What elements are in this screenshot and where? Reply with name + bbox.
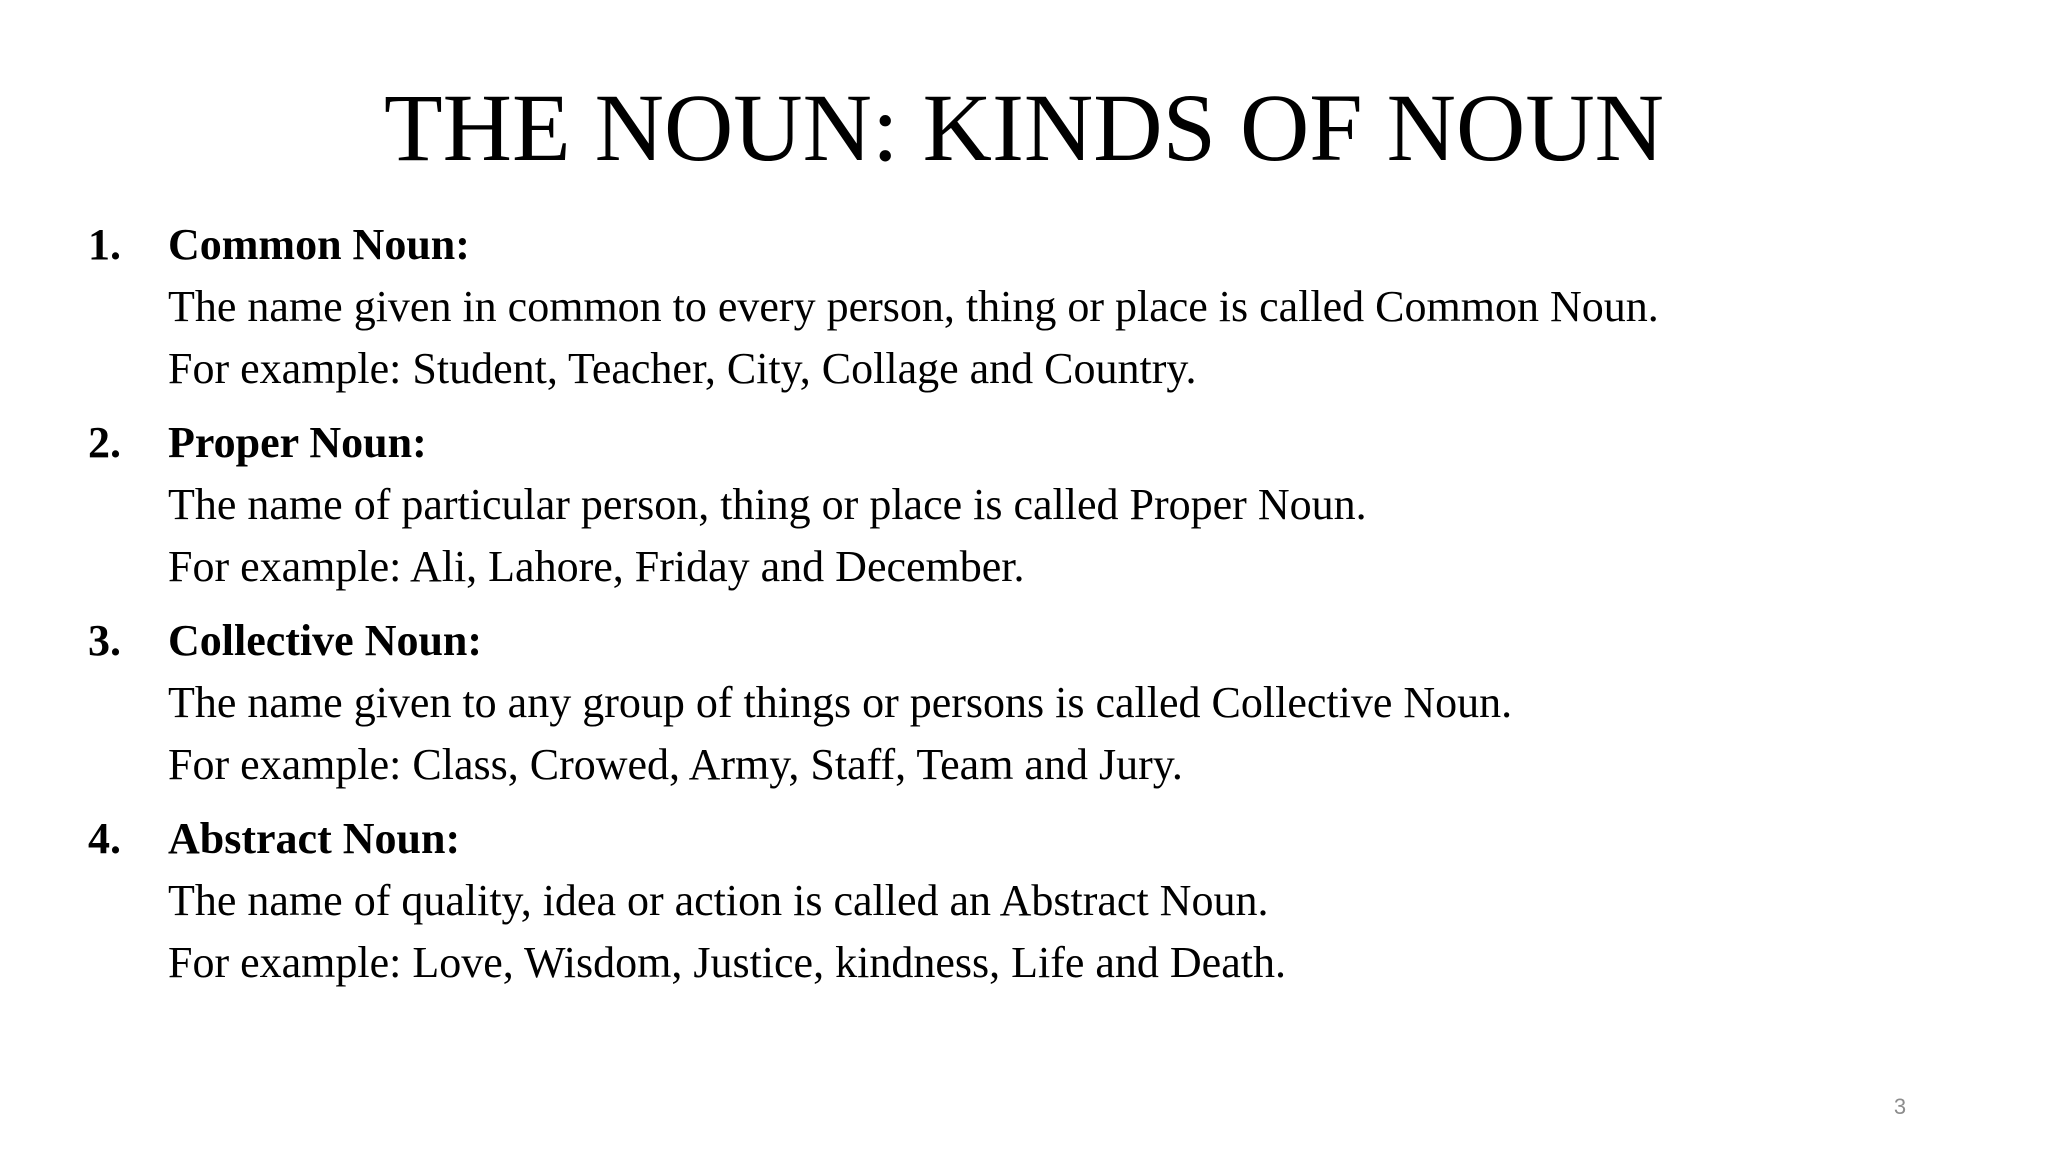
item-example: For example: Class, Crowed, Army, Staff, Team and Jury.: [168, 740, 1183, 789]
item-definition: The name given in common to every person, thing or place is called Common Noun.: [168, 282, 1659, 331]
item-number: 1.: [88, 220, 121, 269]
item-number: 3.: [88, 616, 121, 665]
item-example: For example: Student, Teacher, City, Collage and Country.: [168, 344, 1197, 393]
item-number: 2.: [88, 418, 121, 467]
item-definition: The name given to any group of things or persons is called Collective Noun.: [168, 678, 1513, 727]
item-heading: Proper Noun:: [168, 418, 427, 467]
item-heading: Common Noun:: [168, 220, 470, 269]
page-number: 3: [1893, 1094, 1907, 1119]
item-number: 4.: [88, 814, 121, 863]
list-item-common-noun: [88, 214, 1968, 400]
list-item-abstract-noun: [88, 808, 1968, 994]
list-item-collective-noun: [88, 610, 1968, 796]
slide-title: THE NOUN: KINDS OF NOUN: [384, 74, 1664, 181]
item-heading: Collective Noun:: [168, 616, 483, 665]
list-item-proper-noun: [88, 412, 1968, 598]
noun-kinds-list: [88, 214, 1968, 1006]
item-example: For example: Ali, Lahore, Friday and December.: [168, 542, 1025, 591]
item-heading: Abstract Noun:: [168, 814, 461, 863]
item-definition: The name of quality, idea or action is called an Abstract Noun.: [168, 876, 1269, 925]
item-example: For example: Love, Wisdom, Justice, kindness, Life and Death.: [168, 938, 1286, 987]
item-definition: The name of particular person, thing or place is called Proper Noun.: [168, 480, 1367, 529]
